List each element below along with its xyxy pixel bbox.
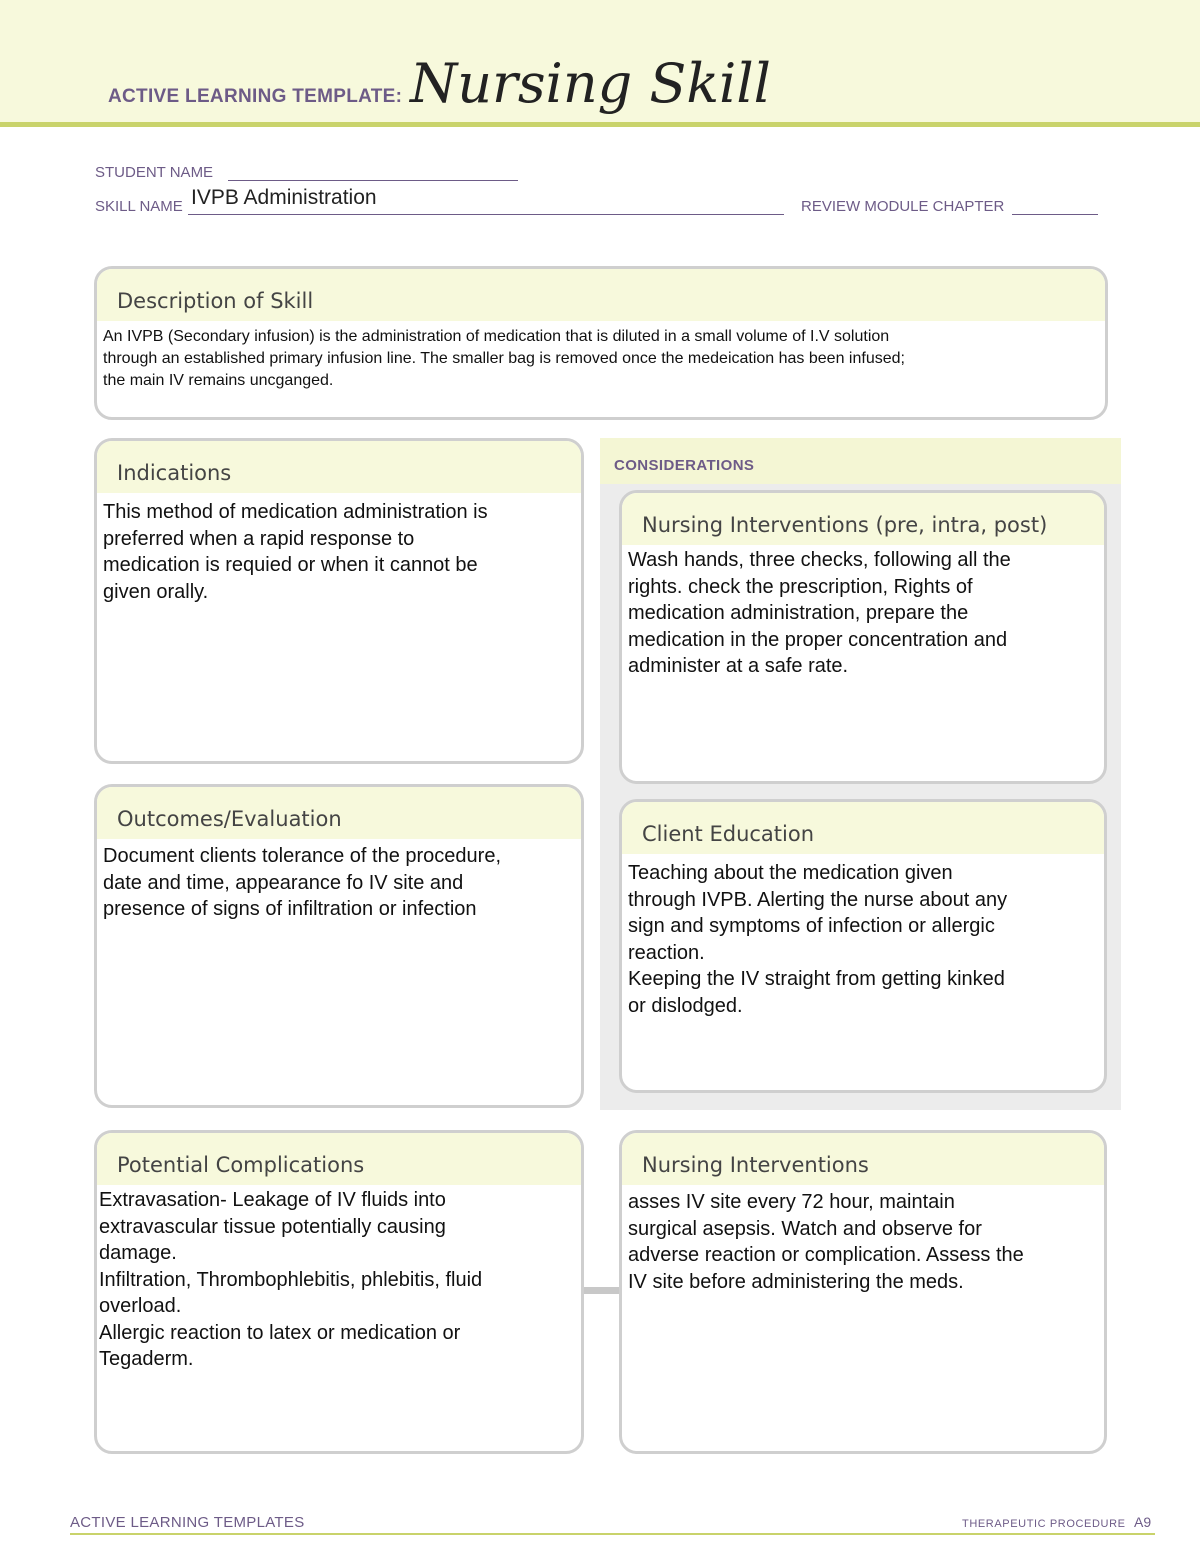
- template-title: Nursing Skill: [410, 52, 771, 115]
- complications-body: Extravasation- Leakage of IV fluids into extravascular tissue potentially causing damage. Infiltration, Thrombophlebitis, phlebitis, fluid overload. Allergic reaction to latex or medication or Tegaderm.: [99, 1189, 483, 1370]
- indications-card: [94, 438, 584, 764]
- outcomes-body: Document clients tolerance of the procedure, date and time, appearance fo IV site and presence of signs of infiltration or infection: [103, 845, 501, 920]
- client-education-body: Teaching about the medication given through IVPB. Alerting the nurse about any sign and symptoms of infection or allergic reaction. Keeping the IV straight from getting kinked or dislodged.: [628, 862, 1008, 1017]
- card-connector: [584, 1287, 620, 1294]
- student-name-field[interactable]: [228, 180, 518, 181]
- description-body: An IVPB (Secondary infusion) is the administration of medication that is diluted in a small volume of I.V solution through an established primary infusion line. The smaller bag is removed once the medeication has been infused; the main IV remains uncganged.: [103, 328, 905, 389]
- student-name-label: STUDENT NAME: [95, 164, 214, 181]
- complications-card: [94, 1130, 584, 1454]
- outcomes-heading: Outcomes/Evaluation: [97, 787, 581, 839]
- template-label: ACTIVE LEARNING TEMPLATE:: [108, 86, 403, 107]
- footer-left: ACTIVE LEARNING TEMPLATES: [70, 1514, 305, 1531]
- footer-page-number: A9: [1134, 1514, 1152, 1530]
- nursing-interventions-pip-body: Wash hands, three checks, following all the rights. check the prescription, Rights of medication administration, prepare the medication in the proper concentration and administer at a safe rate.: [628, 549, 1011, 677]
- indications-body: This method of medication administration is preferred when a rapid response to medication is requied or when it cannot be given orally.: [103, 501, 488, 603]
- nursing-interventions-card: [619, 1130, 1107, 1454]
- considerations-label: CONSIDERATIONS: [614, 457, 755, 474]
- nursing-interventions-pip-heading: Nursing Interventions (pre, intra, post): [622, 493, 1104, 545]
- complications-heading: Potential Complications: [97, 1133, 581, 1185]
- review-module-field[interactable]: [1012, 214, 1098, 215]
- nursing-interventions-heading: Nursing Interventions: [622, 1133, 1104, 1185]
- nursing-interventions-pip-card: [619, 490, 1107, 784]
- footer-right: THERAPEUTIC PROCEDURE: [962, 1518, 1126, 1530]
- description-heading: Description of Skill: [97, 269, 1105, 321]
- nursing-interventions-body: asses IV site every 72 hour, maintain surgical asepsis. Watch and observe for adverse reaction or complication. Assess the IV site before administering the meds.: [628, 1191, 1024, 1293]
- description-card: [94, 266, 1108, 420]
- outcomes-card: [94, 784, 584, 1108]
- indications-heading: Indications: [97, 441, 581, 493]
- client-education-card: [619, 799, 1107, 1093]
- review-module-label: REVIEW MODULE CHAPTER: [801, 198, 1005, 215]
- footer-rule: [70, 1533, 1155, 1535]
- client-education-heading: Client Education: [622, 802, 1104, 854]
- skill-name-label: SKILL NAME: [95, 198, 183, 215]
- skill-name-field[interactable]: [188, 214, 784, 215]
- skill-name-value: IVPB Administration: [191, 186, 377, 209]
- header-rule: [0, 122, 1200, 127]
